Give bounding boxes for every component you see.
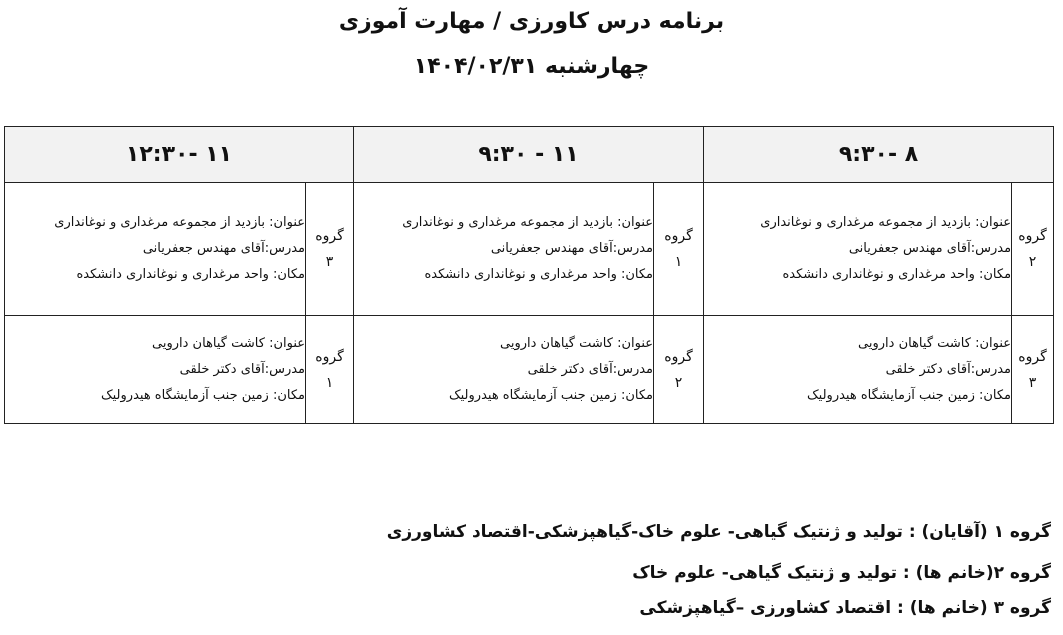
group-number: ۳ xyxy=(1028,374,1037,391)
group-label: گروه xyxy=(1018,228,1047,244)
session-info xyxy=(704,316,1012,424)
group-label: گروه xyxy=(664,348,693,365)
page-date: چهارشنبه ۱۴۰۴/۰۲/۳۱ xyxy=(413,54,650,79)
group-cell xyxy=(654,316,704,424)
session-title: عنوان: بازدید از مجموعه مرغداری و نوغانداری xyxy=(760,215,1012,230)
session-info xyxy=(354,316,654,424)
session-info xyxy=(5,316,306,424)
table-row xyxy=(5,183,1054,316)
table-row xyxy=(5,316,1054,424)
session-title: عنوان: کاشت گیاهان دارویی xyxy=(152,335,306,351)
session-place: مکان: واحد مرغداری و نوغانداری دانشکده xyxy=(424,267,654,282)
session-teacher: مدرس:آقای مهندس جعفریانی xyxy=(490,241,654,256)
group-cell xyxy=(306,316,354,424)
group-cell xyxy=(1012,183,1054,316)
group-number: ۲ xyxy=(1028,254,1037,270)
group-cell xyxy=(306,183,354,316)
session-title: عنوان: بازدید از مجموعه مرغداری و نوغانداری xyxy=(402,215,654,230)
session-title: عنوان: بازدید از مجموعه مرغداری و نوغانداری xyxy=(54,215,306,230)
session-place: مکان: واحد مرغداری و نوغانداری دانشکده xyxy=(76,267,306,282)
group-label: گروه xyxy=(315,228,344,244)
group-cell xyxy=(654,183,704,316)
group-2-description: گروه ۲(خانم ها) : تولید و ژنتیک گیاهی- علوم خاک xyxy=(632,563,1051,583)
session-info xyxy=(704,183,1012,316)
group-number: ۲ xyxy=(674,374,683,391)
session-info xyxy=(5,183,306,316)
page-title: برنامه درس کاورزی / مهارت آموزی xyxy=(338,9,725,34)
time-slot-1: ۸ -۹:۳۰ xyxy=(704,127,1054,183)
session-teacher: مدرس:آقای دکتر خلقی xyxy=(885,361,1012,377)
group-cell xyxy=(1012,316,1054,424)
time-slot-3: ۱۱ -۱۲:۳۰ xyxy=(5,127,354,183)
group-number: ۱ xyxy=(325,374,334,391)
group-label: گروه xyxy=(315,348,344,365)
group-label: گروه xyxy=(664,228,693,244)
session-title: عنوان: کاشت گیاهان دارویی xyxy=(500,335,654,351)
session-teacher: مدرس:آقای مهندس جعفریانی xyxy=(142,241,306,256)
session-place: مکان: زمین جنب آزمایشگاه هیدرولیک xyxy=(101,387,306,403)
time-slot-2: ۱۱ - ۹:۳۰ xyxy=(354,127,704,183)
group-number: ۳ xyxy=(325,254,334,270)
time-slot-row xyxy=(5,127,1054,183)
session-place: مکان: زمین جنب آزمایشگاه هیدرولیک xyxy=(807,387,1012,403)
group-number: ۱ xyxy=(674,254,683,270)
session-info xyxy=(354,183,654,316)
session-title: عنوان: کاشت گیاهان دارویی xyxy=(858,335,1012,351)
group-3-description: گروه ۳ (خانم ها) : اقتصاد کشاورزی –گیاهپزشکی xyxy=(639,598,1051,618)
session-place: مکان: زمین جنب آزمایشگاه هیدرولیک xyxy=(449,387,654,403)
session-place: مکان: واحد مرغداری و نوغانداری دانشکده xyxy=(782,267,1012,282)
session-teacher: مدرس:آقای مهندس جعفریانی xyxy=(848,241,1012,256)
schedule-table xyxy=(4,126,1054,424)
session-teacher: مدرس:آقای دکتر خلقی xyxy=(527,361,654,377)
group-label: گروه xyxy=(1018,348,1047,365)
group-1-description: گروه ۱ (آقایان) : تولید و ژنتیک گیاهی- علوم خاک-گیاهپزشکی-اقتصاد کشاورزی xyxy=(386,522,1051,542)
session-teacher: مدرس:آقای دکتر خلقی xyxy=(179,361,306,377)
